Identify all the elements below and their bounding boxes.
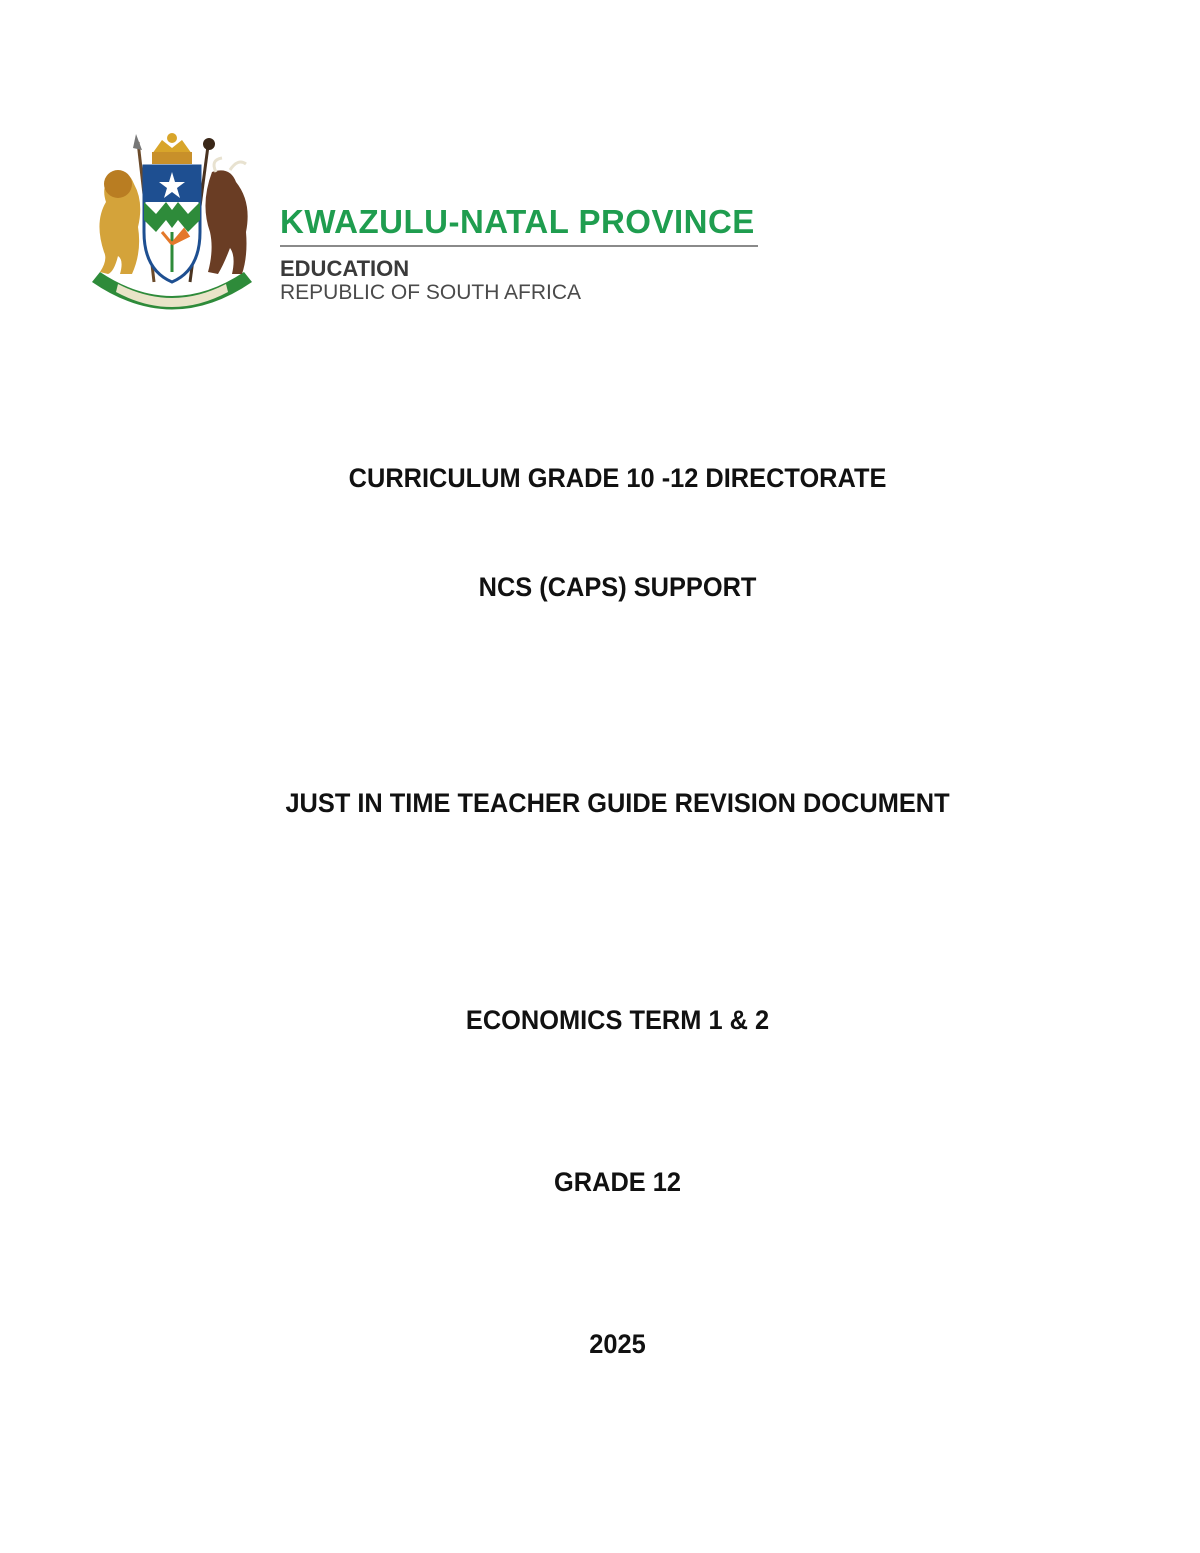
document-title: JUST IN TIME TEACHER GUIDE REVISION DOCUMENT <box>285 788 950 818</box>
directorate-heading: CURRICULUM GRADE 10 -12 DIRECTORATE <box>348 463 887 493</box>
support-heading: NCS (CAPS) SUPPORT <box>478 572 757 602</box>
subject-heading: ECONOMICS TERM 1 & 2 <box>465 1005 770 1035</box>
department-name: EDUCATION <box>280 256 410 281</box>
header-divider <box>280 245 758 247</box>
org-name: KWAZULU-NATAL PROVINCE <box>280 203 755 240</box>
grade-heading: GRADE 12 <box>554 1167 681 1197</box>
year-heading: 2025 <box>589 1329 646 1359</box>
country-name: REPUBLIC OF SOUTH AFRICA <box>280 281 582 304</box>
coat-of-arms-icon <box>86 132 258 327</box>
